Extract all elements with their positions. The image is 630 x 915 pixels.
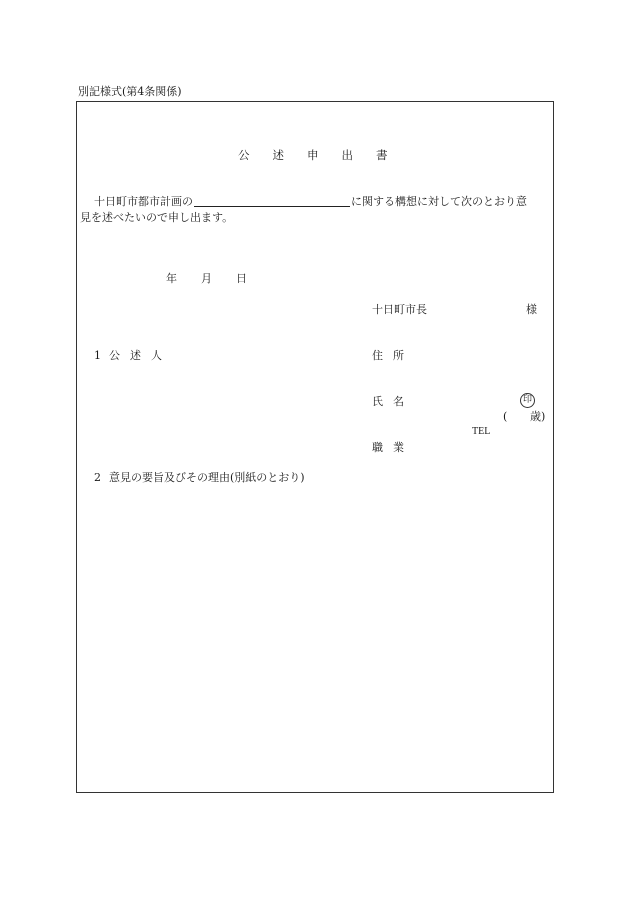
addressee-honorific: 様	[526, 303, 537, 316]
date-day: 日	[236, 272, 247, 285]
addressee-name: 十日町市長	[372, 303, 427, 316]
age-open-paren: (	[503, 410, 508, 423]
form-title: 公述申出書	[238, 148, 411, 162]
item-2-number: 2	[94, 471, 101, 484]
intro-line-1	[94, 195, 527, 207]
item-1-number: 1	[94, 349, 101, 362]
form-header-label: 別記様式(第4条関係)	[78, 85, 182, 98]
item-1-label: 公述人	[109, 349, 172, 362]
item-1	[94, 350, 172, 361]
intro-before-blank: 十日町市都市計画の	[94, 195, 193, 208]
plan-name-blank[interactable]	[194, 195, 350, 207]
occupation-label: 職業	[372, 441, 414, 454]
seal-icon: 印	[520, 393, 535, 408]
age-label: 歳)	[530, 410, 546, 423]
item-2	[94, 472, 305, 483]
date-year: 年	[166, 272, 177, 285]
item-2-label: 意見の要旨及びその理由(別紙のとおり)	[109, 471, 305, 484]
intro-line-2: 見を述べたいので申し出ます。	[80, 211, 234, 224]
date-row	[166, 273, 247, 284]
name-label: 氏名	[372, 395, 414, 408]
tel-label: TEL	[472, 426, 491, 437]
intro-after-blank: に関する構想に対して次のとおり意	[351, 195, 527, 208]
date-month: 月	[201, 272, 212, 285]
address-label: 住所	[372, 349, 414, 362]
